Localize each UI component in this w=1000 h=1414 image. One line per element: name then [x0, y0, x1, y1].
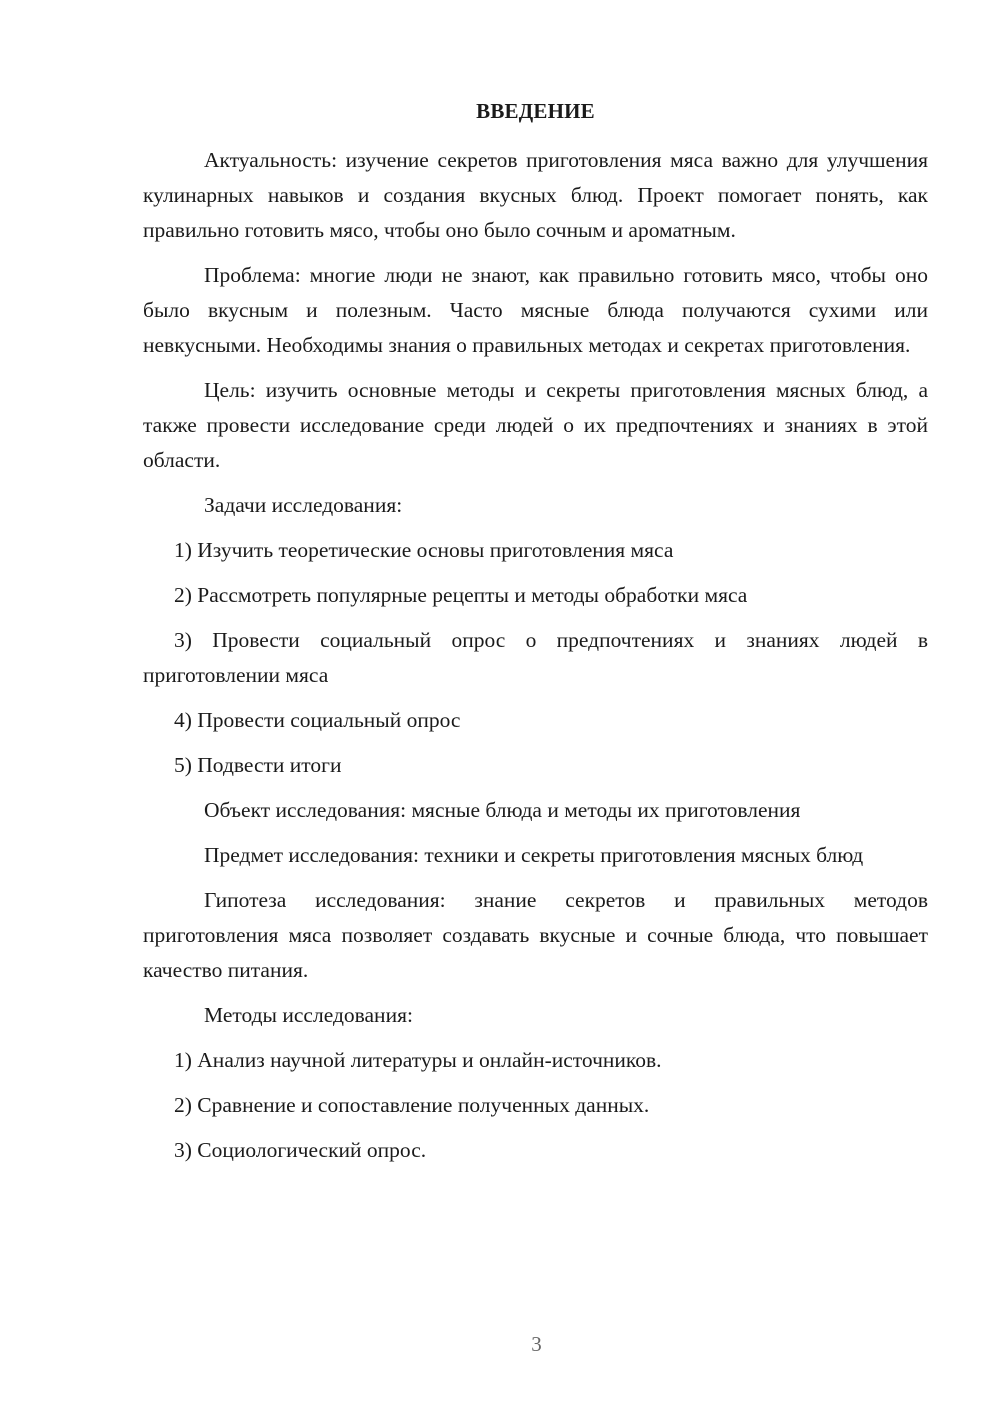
- task-item: 1) Изучить теоретические основы приготовления мяса: [174, 538, 674, 562]
- relevance-paragraph: Актуальность: изучение секретов приготовления мяса важно для улучшения кулинарных навыков и создания вкусных блюд. Проект помогает понять, как правильно готовить мясо, чтобы оно было сочным и ароматным.: [143, 148, 928, 242]
- task-item: 3) Провести социальный опрос о предпочтениях и знаниях людей в приготовлении мяса: [143, 628, 928, 687]
- method-item: 1) Анализ научной литературы и онлайн-источников.: [174, 1048, 662, 1072]
- object-paragraph: Объект исследования: мясные блюда и методы их приготовления: [204, 798, 801, 822]
- task-item: 4) Провести социальный опрос: [174, 708, 461, 732]
- method-item: 3) Социологический опрос.: [174, 1138, 427, 1162]
- hypothesis-paragraph: Гипотеза исследования: знание секретов и правильных методов приготовления мяса позволяет создавать вкусные и сочные блюда, что повышает качество питания.: [143, 888, 928, 982]
- task-item: 5) Подвести итоги: [174, 753, 342, 777]
- method-item: 2) Сравнение и сопоставление полученных данных.: [174, 1093, 650, 1117]
- goal-paragraph: Цель: изучить основные методы и секреты приготовления мясных блюд, а также провести исследование среди людей о их предпочтениях и знаниях в этой области.: [143, 378, 928, 472]
- problem-paragraph: Проблема: многие люди не знают, как правильно готовить мясо, чтобы оно было вкусным и полезным. Часто мясные блюда получаются сухими или невкусными. Необходимы знания о правильных методах и секретах приготовления.: [143, 263, 928, 357]
- tasks-heading: Задачи исследования:: [204, 493, 403, 517]
- page-title: ВВЕДЕНИЕ: [476, 99, 595, 123]
- methods-heading: Методы исследования:: [204, 1003, 413, 1027]
- task-item: 2) Рассмотреть популярные рецепты и методы обработки мяса: [174, 583, 748, 607]
- page-number: 3: [531, 1332, 542, 1356]
- document-page: [143, 96, 928, 1178]
- subject-paragraph: Предмет исследования: техники и секреты приготовления мясных блюд: [204, 843, 864, 867]
